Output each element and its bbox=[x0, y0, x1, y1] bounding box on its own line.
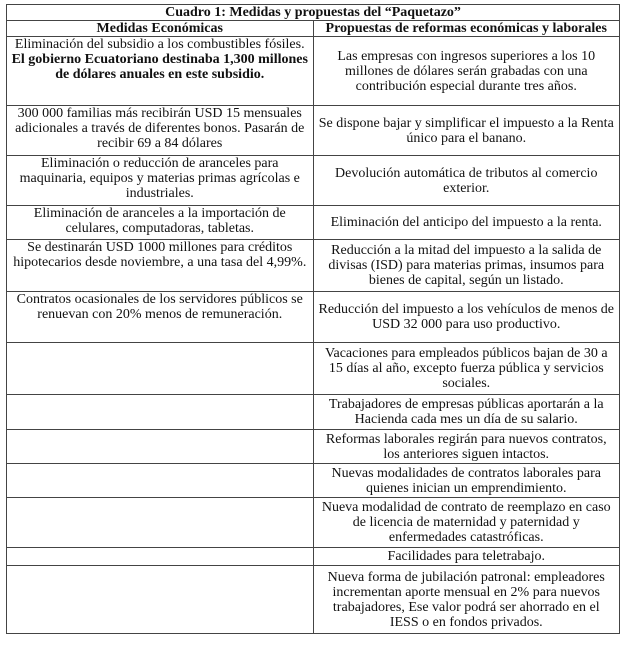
proposal-cell: Vacaciones para empleados públicos bajan de 30 a 15 días al año, excepto fuerza pública y servicios sociales. bbox=[313, 343, 620, 395]
proposal-cell: Se dispone bajar y simplificar el impuesto a la Renta único para el banano. bbox=[313, 106, 620, 156]
proposal-cell: Eliminación del anticipo del impuesto a la renta. bbox=[313, 206, 620, 240]
table-title: Cuadro 1: Medidas y propuestas del “Paquetazo” bbox=[7, 5, 620, 21]
proposal-cell: Reducción del impuesto a los vehículos de menos de USD 32 000 para uso productivo. bbox=[313, 292, 620, 343]
measure-cell bbox=[7, 430, 314, 464]
measure-cell bbox=[7, 548, 314, 566]
proposal-cell: Nueva modalidad de contrato de reemplazo en caso de licencia de maternidad y paternidad y enfermedades catastróficas. bbox=[313, 498, 620, 548]
measure-cell: Contratos ocasionales de los servidores públicos se renuevan con 20% menos de remuneración. bbox=[7, 292, 314, 343]
proposal-cell: Nueva forma de jubilación patronal: empleadores incrementan aporte mensual en 2% para nuevos trabajadores, Ese valor podrá ser ahorrado en el IESS o en fondos privados. bbox=[313, 566, 620, 634]
table-row bbox=[7, 240, 620, 292]
measure-cell: Eliminación o reducción de aranceles para maquinaria, equipos y materias primas agrícolas e industriales. bbox=[7, 156, 314, 206]
measure-bold-text: El gobierno Ecuatoriano destinaba 1,300 millones de dólares anuales en este subsidio. bbox=[11, 52, 308, 82]
proposal-cell: Nuevas modalidades de contratos laborales para quienes inician un emprendimiento. bbox=[313, 464, 620, 498]
measure-cell bbox=[7, 464, 314, 498]
table-row bbox=[7, 37, 620, 106]
table-row bbox=[7, 343, 620, 395]
measure-cell bbox=[7, 566, 314, 634]
proposal-cell: Facilidades para teletrabajo. bbox=[313, 548, 620, 566]
column-header-reform-proposals: Propuestas de reformas económicas y laborales bbox=[313, 21, 620, 37]
column-header-economic-measures: Medidas Económicas bbox=[7, 21, 314, 37]
proposal-cell: Trabajadores de empresas públicas aportarán a la Hacienda cada mes un día de su salario. bbox=[313, 395, 620, 430]
table-row bbox=[7, 292, 620, 343]
measure-text: Eliminación del subsidio a los combustibles fósiles. bbox=[14, 37, 305, 52]
proposal-cell: Devolución automática de tributos al comercio exterior. bbox=[313, 156, 620, 206]
measure-cell bbox=[7, 498, 314, 548]
table-row bbox=[7, 206, 620, 240]
measure-cell: 300 000 familias más recibirán USD 15 mensuales adicionales a través de diferentes bonos. Pasarán de recibir 69 a 84 dólares bbox=[7, 106, 314, 156]
table-row bbox=[7, 548, 620, 566]
measure-cell: Se destinarán USD 1000 millones para créditos hipotecarios desde noviembre, a una tasa del 4,99%. bbox=[7, 240, 314, 292]
proposal-cell: Reducción a la mitad del impuesto a la salida de divisas (ISD) para materias primas, insumos para bienes de capital, según un listado. bbox=[313, 240, 620, 292]
proposal-cell: Las empresas con ingresos superiores a los 10 millones de dólares serán grabadas con una contribución especial durante tres años. bbox=[313, 37, 620, 106]
measures-table bbox=[6, 4, 620, 634]
table-row bbox=[7, 464, 620, 498]
measure-cell bbox=[7, 395, 314, 430]
proposal-cell: Reformas laborales regirán para nuevos contratos, los anteriores siguen intactos. bbox=[313, 430, 620, 464]
table-row bbox=[7, 395, 620, 430]
measure-cell bbox=[7, 343, 314, 395]
measure-cell bbox=[7, 37, 314, 106]
table-row bbox=[7, 498, 620, 548]
measure-cell: Eliminación de aranceles a la importación de celulares, computadoras, tabletas. bbox=[7, 206, 314, 240]
table-row bbox=[7, 156, 620, 206]
table-row bbox=[7, 106, 620, 156]
table-row bbox=[7, 566, 620, 634]
table-row bbox=[7, 430, 620, 464]
